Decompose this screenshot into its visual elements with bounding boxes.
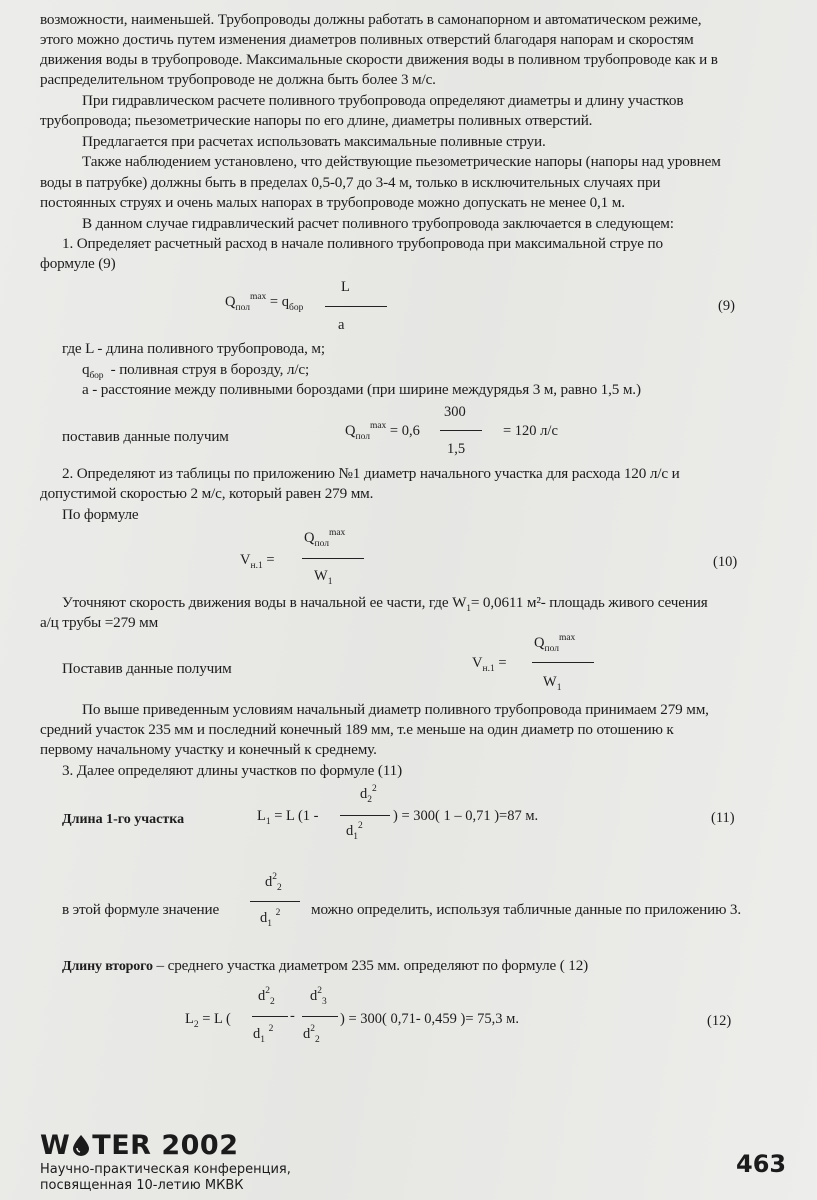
- text-line: При гидравлическом расчете поливного трубопровода определяют диаметры и длину участков: [82, 92, 684, 109]
- equation-number: (9): [718, 298, 735, 314]
- conference-title: Научно-практическая конференция,: [40, 1162, 291, 1177]
- conference-subtitle: посвященная 10-летию МКВК: [40, 1178, 244, 1193]
- text-line: допустимой скоростью 2 м/с, который равен 279 мм.: [40, 485, 374, 502]
- text-line: возможности, наименьшей. Трубопроводы должны работать в самонапорном и автоматическом режиме,: [40, 11, 702, 28]
- text-line: поставив данные получим: [62, 428, 229, 445]
- text-line: воды в патрубке) должны быть в пределах 0,5-0,7 до 3-4 м, только в исключительных случаях при: [40, 174, 661, 191]
- formula-12-frac2-den: $d^2_2$: [303, 1024, 320, 1045]
- water-drop-icon: [71, 1134, 91, 1156]
- formula-12-result: ) = 300( 0,71- 0,459 )= 75,3 м.: [340, 1011, 519, 1027]
- text-line: движения воды в трубопроводе. Максимальные скорости движения воды в поливном трубопроводе как и в: [40, 51, 718, 68]
- text-line: Предлагается при расчетах использовать максимальные поливные струи.: [82, 133, 546, 150]
- text-line: где L - длина поливного трубопровода, м;: [62, 340, 325, 357]
- text-line: средний участок 235 мм и последний конечный 189 мм, т.е меньше на один диаметр по отошению к: [40, 721, 674, 738]
- formula-9-lhs: $Q_{пол}^{max} = q_{бор}$: [225, 292, 304, 313]
- calc-2-numerator: $Q_{пол}^{max}$: [534, 633, 576, 654]
- fraction-bar: [325, 306, 387, 307]
- length-1-label: Длина 1-го участка: [62, 812, 185, 827]
- formula-12-frac1-num: $d^2_2$: [258, 986, 275, 1007]
- calc-2-denominator: $W_1$: [543, 674, 562, 693]
- fraction-bar: [302, 1016, 338, 1017]
- text-line: a - расстояние между поливными бороздами (при ширине междурядья 3 м, равно 1,5 м.): [82, 381, 641, 398]
- formula-11-result: ) = 300( 1 – 0,71 )=87 м.: [393, 808, 539, 824]
- text-line: 3. Далее определяют длины участков по формуле (11): [62, 762, 403, 779]
- formula-11-numerator: $d_2^2$: [360, 784, 377, 805]
- fraction-bar: [340, 815, 390, 816]
- text-line: По формуле: [62, 506, 139, 523]
- text-line: Длину второго – среднего участка диаметром 235 мм. определяют по формуле ( 12): [62, 957, 589, 974]
- text-line: 1. Определяет расчетный расход в начале поливного трубопровода при максимальной струе по: [62, 235, 663, 252]
- text-line: В данном случае гидравлический расчет поливного трубопровода заключается в следующем:: [82, 215, 674, 232]
- text-line: можно определить, используя табличные данные по приложению 3.: [311, 901, 742, 918]
- text-line: а/ц трубы =279 мм: [40, 614, 159, 631]
- formula-9-numerator: L: [341, 279, 350, 295]
- fraction-bar: [440, 430, 482, 431]
- calc-1-numerator: 300: [444, 404, 466, 420]
- formula-10-numerator: $Q_{пол}^{max}$: [304, 528, 346, 549]
- formula-9-denominator: a: [338, 317, 345, 333]
- fraction-bar: [532, 662, 594, 663]
- text-line: первому начальному участку и конечный к среднему.: [40, 741, 377, 758]
- fraction-bar: [252, 1016, 288, 1017]
- formula-11-lhs: $L_1 = L$ (1 -: [257, 808, 319, 827]
- fraction-bar: [250, 901, 300, 902]
- page-number: 463: [736, 1150, 787, 1178]
- equation-number: (11): [711, 810, 735, 826]
- formula-12-lhs: $L_2 = L$ (: [185, 1011, 231, 1030]
- formula-10-lhs: $V_{н.1}$ =: [240, 552, 275, 571]
- text-line: Поставив данные получим: [62, 660, 232, 677]
- text-line: Уточняют скорость движения воды в начальной ее части, где $W_1= 0,0611$ м²- площадь живого сечения: [62, 594, 708, 614]
- text-line: в этой формуле значение: [62, 901, 220, 918]
- fraction-bar: [302, 558, 364, 559]
- definition-q-bor: $q_{бор}$ - поливная струя в борозду, л/с;: [82, 361, 310, 381]
- text-line: формуле (9): [40, 255, 116, 272]
- text-line: Также наблюдением установлено, что действующие пьезометрические напоры (напоры над уровнем: [82, 153, 721, 170]
- formula-12-frac1-den: $d_1$ $^2$: [253, 1024, 274, 1045]
- text-line: 2. Определяют из таблицы по приложению №1 диаметр начального участка для расхода 120 л/с и: [62, 465, 680, 482]
- calc-1-lhs: $Q_{пол}^{max} = 0,6$: [345, 421, 420, 442]
- water-2002-logo: W TER 2002: [40, 1130, 239, 1161]
- text-line: этого можно достичь путем изменения диаметров поливных отверстий благодаря напорам и скоростям: [40, 31, 694, 48]
- ratio-numerator: $d^2_2$: [265, 872, 282, 893]
- calc-1-denominator: 1,5: [447, 441, 466, 457]
- equation-number: (12): [707, 1013, 732, 1029]
- ratio-denominator: $d_1$ $^2$: [260, 908, 281, 929]
- formula-12-frac2-num: $d^2_3$: [310, 986, 327, 1007]
- formula-11-denominator: $d_1^2$: [346, 821, 363, 842]
- calc-1-result: = 120 л/с: [503, 423, 558, 439]
- text-line: постоянных струях и очень малых напорах в трубопроводе можно допускать не менее 0,1 м.: [40, 194, 625, 211]
- text-line: трубопровода; пьезометрические напоры по его длине, диаметры поливных отверстий.: [40, 112, 593, 129]
- equation-number: (10): [713, 554, 738, 570]
- calc-2-lhs: $V_{н.1}$ =: [472, 655, 507, 674]
- formula-10-denominator: $W_1$: [314, 568, 333, 587]
- text-line: По выше приведенным условиям начальный диаметр поливного трубопровода принимаем 279 мм,: [82, 701, 709, 718]
- text-line: распределительном трубопроводе не должна быть более 3 м/с.: [40, 71, 436, 88]
- minus-sign: -: [290, 1008, 295, 1024]
